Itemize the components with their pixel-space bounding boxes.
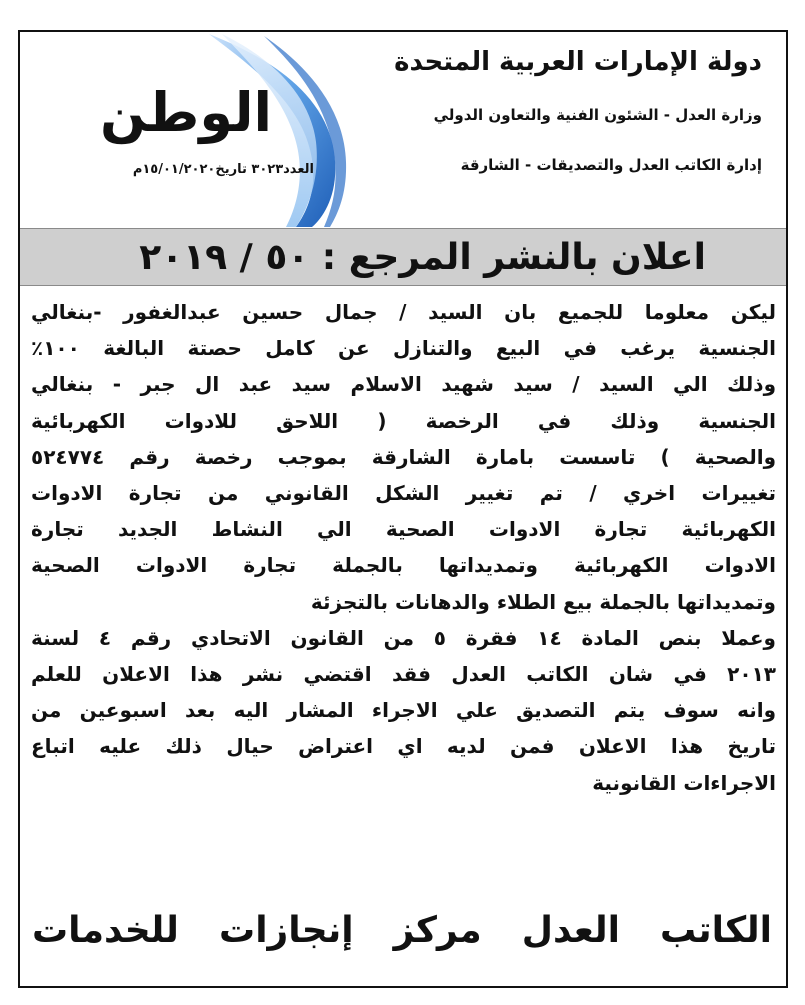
body-line: الجنسية وذلك في الرخصة ( اللاحق للادوات الكهربائية xyxy=(31,408,776,433)
body-line: وعملا بنص المادة ١٤ فقرة ٥ من القانون الاتحادي رقم ٤ لسنة xyxy=(31,625,776,650)
newspaper-logo xyxy=(34,32,364,227)
notice-body xyxy=(31,294,776,801)
issue-info: العدد٣٠٢٣ تاريخ١٥/٠١/٢٠٢٠م xyxy=(132,162,314,177)
body-line: وتمديداتها بالجملة بيع الطلاء والدهانات بالتجزئة xyxy=(310,589,776,614)
notice-frame xyxy=(18,30,788,988)
department-name: إدارة الكاتب العدل والتصديقات - الشارقة xyxy=(460,156,762,174)
body-line: الجنسية يرغب في البيع والتنازل عن كامل حصتة البالغة ١٠٠٪ xyxy=(31,336,776,361)
notice-title: اعلان بالنشر المرجع : ٥٠ / ٢٠١٩ xyxy=(139,237,706,278)
body-line: الاجراءات القانونية xyxy=(592,770,776,795)
government-block xyxy=(332,42,762,176)
body-line: ٢٠١٣ في شان الكاتب العدل فقد اقتضي نشر هذا الاعلان للعلم xyxy=(31,662,776,687)
body-line: تغييرات اخري / تم تغيير الشكل القانوني من تجارة الادوات xyxy=(31,481,776,506)
country-name: دولة الإمارات العربية المتحدة xyxy=(394,47,762,77)
body-line: الكهربائية تجارة الادوات الصحية الي النشاط الجديد تجارة xyxy=(31,517,776,542)
newspaper-name: الوطن xyxy=(99,81,273,144)
signature-line: الكاتب العدل مركز إنجازات للخدمات xyxy=(32,910,772,951)
body-line: وانه سوف يتم التصديق علي الاجراء المشار اليه بعد اسبوعين من xyxy=(31,698,776,723)
body-line: ليكن معلوما للجميع بان السيد / جمال حسين عبدالغفور -بنغالي xyxy=(31,300,776,324)
title-band xyxy=(20,228,786,286)
notice-header xyxy=(20,32,786,227)
body-line: وذلك الي السيد / سيد شهيد الاسلام سيد عبد ال جبر - بنغالي xyxy=(31,372,776,397)
body-line: الادوات الكهربائية وتمديداتها بالجملة تجارة الادوات الصحية xyxy=(31,553,776,578)
body-line: والصحية ) تاسست بامارة الشارقة بموجب رخصة رقم ٥٢٤٧٧٤ xyxy=(31,444,776,469)
ministry-name: وزارة العدل - الشئون الفنية والتعاون الدولي xyxy=(433,106,762,124)
body-line: تاريخ هذا الاعلان فمن لديه اي اعتراض حيال ذلك عليه اتباع xyxy=(31,734,776,759)
